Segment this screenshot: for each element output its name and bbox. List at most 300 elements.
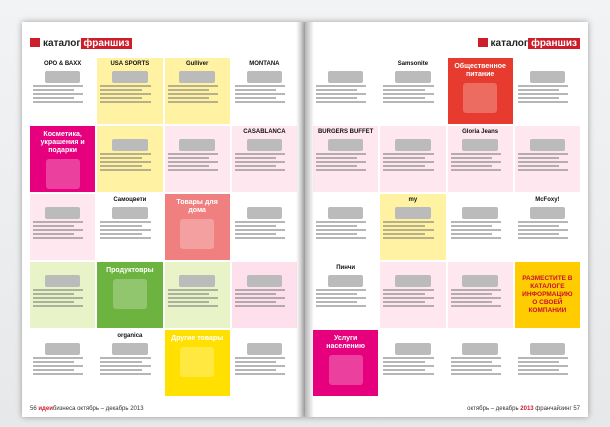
- logo-graphic: [328, 71, 364, 83]
- logo-graphic: [530, 207, 566, 219]
- text-line: [235, 237, 285, 239]
- text-line: [235, 97, 276, 99]
- text-line: [235, 289, 285, 291]
- franchise-logo: Gloria Jeans: [462, 129, 499, 135]
- franchise-logo: [168, 264, 227, 273]
- text-line: [518, 89, 559, 91]
- text-line: [100, 157, 141, 159]
- text-line: [100, 357, 150, 359]
- text-line: [451, 229, 501, 231]
- text-line: [451, 161, 501, 163]
- franchise-entry: [313, 194, 378, 260]
- franchise-entry: [232, 330, 297, 396]
- text-line: [316, 169, 366, 171]
- text-line: [518, 157, 559, 159]
- category-header: [30, 126, 95, 192]
- text-line: [168, 297, 218, 299]
- text-line: [518, 237, 568, 239]
- logo-graphic: [462, 139, 498, 151]
- franchise-logo: [316, 196, 375, 205]
- text-line: [100, 93, 150, 95]
- text-line: [316, 89, 357, 91]
- text-line: [518, 365, 568, 367]
- text-line: [451, 297, 501, 299]
- text-line: [168, 97, 209, 99]
- franchise-logo: [235, 332, 294, 341]
- promo-block: [515, 262, 580, 328]
- text-line: [168, 85, 218, 87]
- text-line: [316, 97, 357, 99]
- text-line: [316, 157, 357, 159]
- text-line: [33, 289, 83, 291]
- promo-text: РАЗМЕСТИТЕ В КАТАЛОГЕ ИНФОРМАЦИЮ О СВОЕЙ КОМПАНИИ: [522, 275, 573, 314]
- text-line: [168, 165, 209, 167]
- franchise-logo: [383, 128, 442, 137]
- logo-graphic: [462, 275, 498, 287]
- text-line: [100, 237, 150, 239]
- text-line: [451, 373, 501, 375]
- text-line: [100, 89, 141, 91]
- logo-graphic: [530, 343, 566, 355]
- text-line: [33, 93, 83, 95]
- text-line: [168, 289, 218, 291]
- logo-graphic: [112, 139, 148, 151]
- text-line: [168, 161, 218, 163]
- logo-graphic: [179, 275, 215, 287]
- page-number: 56: [30, 406, 37, 412]
- logo-graphic: [395, 139, 431, 151]
- logo-graphic: [395, 207, 431, 219]
- franchise-logo: [518, 60, 577, 69]
- text-line: [383, 89, 424, 91]
- franchise-entry: [515, 126, 580, 192]
- franchise-logo: [451, 264, 510, 273]
- category-illustration: [180, 219, 214, 249]
- logo-graphic: [179, 71, 215, 83]
- category-header: [165, 330, 230, 396]
- left-page: [22, 22, 305, 417]
- text-line: [100, 365, 150, 367]
- header-title-part1: каталог: [43, 38, 81, 49]
- franchise-entry: [232, 194, 297, 260]
- franchise-logo: MONTANA: [249, 61, 280, 67]
- franchise-logo: [33, 264, 92, 273]
- left-page-header: [30, 36, 132, 52]
- text-line: [316, 301, 357, 303]
- header-title-part2: франшиз: [528, 38, 580, 49]
- text-line: [383, 161, 433, 163]
- text-line: [100, 225, 141, 227]
- text-line: [451, 301, 492, 303]
- text-line: [235, 305, 285, 307]
- franchise-logo: [451, 332, 510, 341]
- franchise-entry: [232, 58, 297, 124]
- franchise-entry: [97, 330, 162, 396]
- right-page-header: [478, 36, 580, 52]
- text-line: [316, 289, 366, 291]
- footer-section: франчайзинг: [535, 406, 572, 412]
- franchise-entry: [30, 194, 95, 260]
- right-page: [305, 22, 588, 417]
- text-line: [235, 369, 276, 371]
- text-line: [33, 373, 83, 375]
- franchise-logo: [383, 264, 442, 273]
- text-line: [518, 357, 568, 359]
- text-line: [383, 225, 424, 227]
- text-line: [451, 365, 501, 367]
- text-line: [33, 101, 83, 103]
- footer-date: октябрь – декабрь 2013: [77, 406, 144, 412]
- right-page-footer: [467, 406, 580, 412]
- text-line: [235, 361, 276, 363]
- text-line: [235, 93, 285, 95]
- category-illustration: [463, 83, 497, 113]
- franchise-entry: [448, 126, 513, 192]
- text-line: [235, 373, 285, 375]
- text-line: [518, 229, 568, 231]
- text-line: [383, 93, 433, 95]
- text-line: [235, 225, 276, 227]
- text-line: [33, 361, 74, 363]
- text-line: [451, 153, 501, 155]
- text-line: [235, 85, 285, 87]
- text-line: [383, 357, 433, 359]
- text-line: [33, 293, 74, 295]
- text-line: [235, 169, 285, 171]
- header-mark-icon: [30, 38, 40, 47]
- text-line: [383, 365, 433, 367]
- footer-brand-2: бизнеса: [52, 406, 76, 412]
- text-line: [100, 169, 150, 171]
- left-page-footer: [30, 406, 144, 412]
- text-line: [316, 93, 366, 95]
- text-line: [383, 157, 424, 159]
- text-line: [518, 221, 568, 223]
- text-line: [518, 165, 559, 167]
- text-line: [383, 85, 433, 87]
- header-title-part2: франшиз: [81, 38, 133, 49]
- franchise-logo: organica: [117, 333, 143, 339]
- text-line: [168, 153, 218, 155]
- text-line: [33, 357, 83, 359]
- text-line: [235, 233, 276, 235]
- franchise-entry: [30, 58, 95, 124]
- text-line: [316, 293, 357, 295]
- franchise-entry: [515, 330, 580, 396]
- text-line: [33, 221, 83, 223]
- text-line: [518, 169, 568, 171]
- text-line: [168, 169, 218, 171]
- text-line: [168, 293, 209, 295]
- text-line: [100, 233, 141, 235]
- text-line: [451, 305, 501, 307]
- category-header: [313, 330, 378, 396]
- text-line: [451, 357, 501, 359]
- franchise-entry: [448, 194, 513, 260]
- franchise-logo: [33, 332, 92, 341]
- text-line: [235, 293, 276, 295]
- franchise-entry: [30, 330, 95, 396]
- text-line: [383, 101, 433, 103]
- text-line: [451, 233, 492, 235]
- logo-graphic: [328, 207, 364, 219]
- franchise-entry: [97, 58, 162, 124]
- logo-graphic: [45, 207, 81, 219]
- text-line: [316, 305, 366, 307]
- category-header: [448, 58, 513, 124]
- text-line: [451, 221, 501, 223]
- text-line: [235, 297, 285, 299]
- franchise-logo: [518, 332, 577, 341]
- franchise-logo: [383, 332, 442, 341]
- logo-graphic: [328, 275, 364, 287]
- text-line: [100, 369, 141, 371]
- text-line: [235, 221, 285, 223]
- text-line: [100, 229, 150, 231]
- franchise-logo: Самоцвети: [113, 197, 147, 203]
- franchise-entry: [313, 58, 378, 124]
- franchise-entry: [515, 194, 580, 260]
- text-line: [316, 101, 366, 103]
- text-line: [33, 233, 74, 235]
- text-line: [383, 369, 424, 371]
- logo-graphic: [112, 343, 148, 355]
- right-catalog-grid: [313, 58, 580, 396]
- category-title: Другие товары: [171, 335, 224, 342]
- text-line: [451, 293, 492, 295]
- franchise-logo: [33, 196, 92, 205]
- franchise-entry: [448, 330, 513, 396]
- text-line: [100, 101, 150, 103]
- footer-date: октябрь – декабрь: [467, 406, 519, 412]
- text-line: [518, 361, 559, 363]
- text-line: [168, 89, 209, 91]
- header-mark-icon: [478, 38, 488, 47]
- logo-graphic: [247, 71, 283, 83]
- franchise-logo: McFoxy!: [535, 197, 560, 203]
- text-line: [451, 361, 492, 363]
- text-line: [100, 85, 150, 87]
- text-line: [518, 373, 568, 375]
- footer-year: 2013: [520, 406, 534, 412]
- logo-graphic: [247, 275, 283, 287]
- category-illustration: [113, 279, 147, 309]
- text-line: [316, 165, 357, 167]
- text-line: [100, 153, 150, 155]
- category-title: Продуктовры: [106, 267, 154, 274]
- text-line: [168, 157, 209, 159]
- text-line: [383, 229, 433, 231]
- logo-graphic: [530, 139, 566, 151]
- logo-graphic: [247, 139, 283, 151]
- text-line: [100, 361, 141, 363]
- text-line: [518, 85, 568, 87]
- logo-graphic: [395, 343, 431, 355]
- text-line: [383, 221, 433, 223]
- franchise-entry: [313, 262, 378, 328]
- text-line: [451, 369, 492, 371]
- franchise-logo: [235, 264, 294, 273]
- category-header: [97, 262, 162, 328]
- franchise-logo: [316, 60, 375, 69]
- text-line: [518, 101, 568, 103]
- logo-graphic: [395, 71, 431, 83]
- text-line: [100, 161, 150, 163]
- text-line: [316, 153, 366, 155]
- category-title: Услуги населению: [326, 335, 365, 350]
- text-line: [518, 161, 568, 163]
- category-header: [165, 194, 230, 260]
- franchise-logo: CASABLANCA: [243, 129, 286, 135]
- text-line: [235, 89, 276, 91]
- franchise-logo: [235, 196, 294, 205]
- text-line: [383, 373, 433, 375]
- franchise-logo: my: [408, 197, 418, 203]
- franchise-entry: [97, 194, 162, 260]
- text-line: [33, 85, 83, 87]
- text-line: [383, 165, 424, 167]
- category-illustration: [180, 347, 214, 377]
- franchise-entry: [30, 262, 95, 328]
- franchise-entry: [380, 262, 445, 328]
- text-line: [383, 97, 424, 99]
- franchise-entry: [380, 330, 445, 396]
- text-line: [33, 365, 83, 367]
- left-catalog-grid: [30, 58, 297, 396]
- text-line: [316, 297, 366, 299]
- text-line: [383, 301, 424, 303]
- logo-graphic: [247, 207, 283, 219]
- text-line: [33, 305, 83, 307]
- text-line: [33, 89, 74, 91]
- franchise-entry: [380, 126, 445, 192]
- franchise-entry: [448, 262, 513, 328]
- text-line: [316, 161, 366, 163]
- logo-graphic: [328, 139, 364, 151]
- text-line: [383, 237, 433, 239]
- text-line: [235, 153, 285, 155]
- franchise-logo: Пинчи: [336, 265, 356, 271]
- logo-graphic: [247, 343, 283, 355]
- text-line: [33, 229, 83, 231]
- text-line: [518, 369, 559, 371]
- text-line: [518, 97, 559, 99]
- text-line: [235, 165, 276, 167]
- text-line: [383, 233, 424, 235]
- text-line: [518, 93, 568, 95]
- text-line: [168, 101, 218, 103]
- text-line: [518, 153, 568, 155]
- franchise-entry: [313, 126, 378, 192]
- franchise-entry: [165, 126, 230, 192]
- text-line: [451, 289, 501, 291]
- text-line: [33, 301, 74, 303]
- category-title: Косметика, украшения и подарки: [40, 131, 85, 154]
- text-line: [383, 361, 424, 363]
- logo-graphic: [112, 207, 148, 219]
- text-line: [100, 373, 150, 375]
- text-line: [316, 85, 366, 87]
- franchise-entry: [232, 262, 297, 328]
- franchise-logo: [518, 128, 577, 137]
- text-line: [383, 293, 424, 295]
- text-line: [518, 233, 559, 235]
- franchise-logo: USA SPORTS: [110, 61, 150, 67]
- text-line: [451, 157, 492, 159]
- logo-graphic: [45, 275, 81, 287]
- text-line: [235, 101, 285, 103]
- text-line: [383, 305, 433, 307]
- franchise-logo: Gulliver: [185, 61, 209, 67]
- text-line: [235, 365, 285, 367]
- text-line: [518, 225, 559, 227]
- text-line: [451, 225, 492, 227]
- franchise-entry: [380, 194, 445, 260]
- franchise-logo: [100, 128, 159, 137]
- page-number: 57: [573, 406, 580, 412]
- text-line: [316, 229, 366, 231]
- text-line: [33, 225, 74, 227]
- franchise-logo: Samsonite: [397, 61, 429, 67]
- text-line: [168, 305, 218, 307]
- franchise-entry: [97, 126, 162, 192]
- logo-graphic: [179, 139, 215, 151]
- header-title-part1: каталог: [490, 38, 529, 49]
- text-line: [33, 369, 74, 371]
- logo-graphic: [45, 71, 81, 83]
- text-line: [451, 169, 501, 171]
- category-illustration: [329, 355, 363, 385]
- franchise-logo: BURGERS BUFFET: [317, 129, 374, 135]
- text-line: [383, 169, 433, 171]
- text-line: [451, 237, 501, 239]
- logo-graphic: [112, 71, 148, 83]
- text-line: [100, 165, 141, 167]
- franchise-entry: [515, 58, 580, 124]
- franchise-entry: [165, 58, 230, 124]
- franchise-entry: [380, 58, 445, 124]
- text-line: [316, 225, 357, 227]
- text-line: [235, 357, 285, 359]
- text-line: [33, 297, 83, 299]
- franchise-logo: [168, 128, 227, 137]
- text-line: [100, 221, 150, 223]
- category-title: Товары для дома: [176, 199, 218, 214]
- text-line: [168, 93, 218, 95]
- text-line: [33, 237, 83, 239]
- logo-graphic: [462, 343, 498, 355]
- text-line: [33, 97, 74, 99]
- text-line: [383, 153, 433, 155]
- text-line: [168, 301, 209, 303]
- logo-graphic: [530, 71, 566, 83]
- footer-brand: идеи: [38, 406, 53, 412]
- franchise-entry: [165, 262, 230, 328]
- logo-graphic: [462, 207, 498, 219]
- text-line: [235, 229, 285, 231]
- franchise-logo: [451, 196, 510, 205]
- franchise-logo: ОРО & ВАХХ: [43, 61, 82, 67]
- text-line: [235, 157, 276, 159]
- text-line: [451, 165, 492, 167]
- text-line: [316, 221, 366, 223]
- text-line: [235, 161, 285, 163]
- logo-graphic: [45, 343, 81, 355]
- text-line: [235, 301, 276, 303]
- category-title: Общественное питание: [454, 63, 506, 78]
- text-line: [100, 97, 141, 99]
- text-line: [316, 237, 366, 239]
